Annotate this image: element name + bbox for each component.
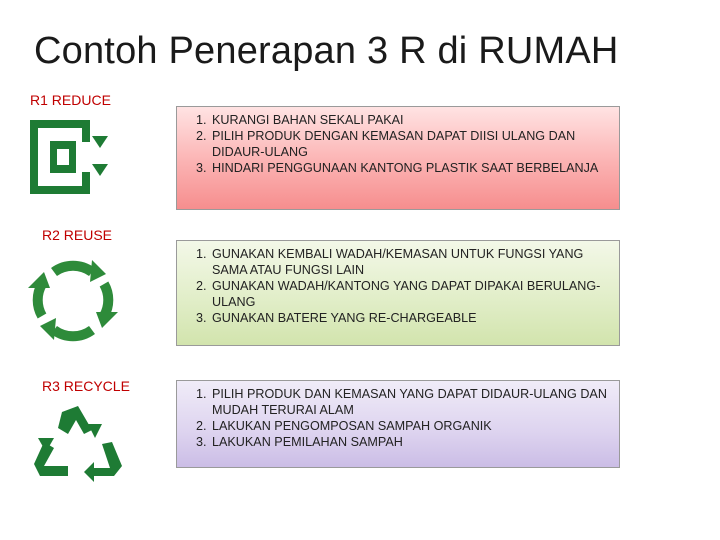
page-title: Contoh Penerapan 3 R di RUMAH (34, 30, 619, 72)
section-label-recycle: R3 RECYCLE (42, 378, 130, 394)
list-item: 1. KURANGI BAHAN SEKALI PAKAI (210, 112, 611, 128)
recycle-tips-box (176, 380, 620, 468)
list-item: 3. LAKUKAN PEMILAHAN SAMPAH (210, 434, 611, 450)
list-item: 2. LAKUKAN PENGOMPOSAN SAMPAH ORGANIK (210, 418, 611, 434)
list-item: 2. GUNAKAN WADAH/KANTONG YANG DAPAT DIPAKAI BERULANG-ULANG (210, 278, 611, 310)
reduce-icon (28, 118, 118, 196)
list-item: 3. GUNAKAN BATERE YANG RE-CHARGEABLE (210, 310, 611, 326)
list-item: 1. PILIH PRODUK DAN KEMASAN YANG DAPAT DIDAUR-ULANG DAN MUDAH TERURAI ALAM (210, 386, 611, 418)
reuse-icon (20, 254, 126, 344)
reduce-tips-box (176, 106, 620, 210)
section-label-reduce: R1 REDUCE (30, 92, 111, 108)
section-label-reuse: R2 REUSE (42, 227, 113, 243)
recycle-icon (32, 404, 124, 486)
list-item: 1. GUNAKAN KEMBALI WADAH/KEMASAN UNTUK FUNGSI YANG SAMA ATAU FUNGSI LAIN (210, 246, 611, 278)
reuse-tips-box (176, 240, 620, 346)
list-item: 3. HINDARI PENGGUNAAN KANTONG PLASTIK SAAT BERBELANJA (210, 160, 611, 176)
list-item: 2. PILIH PRODUK DENGAN KEMASAN DAPAT DIISI ULANG DAN DIDAUR-ULANG (210, 128, 611, 160)
